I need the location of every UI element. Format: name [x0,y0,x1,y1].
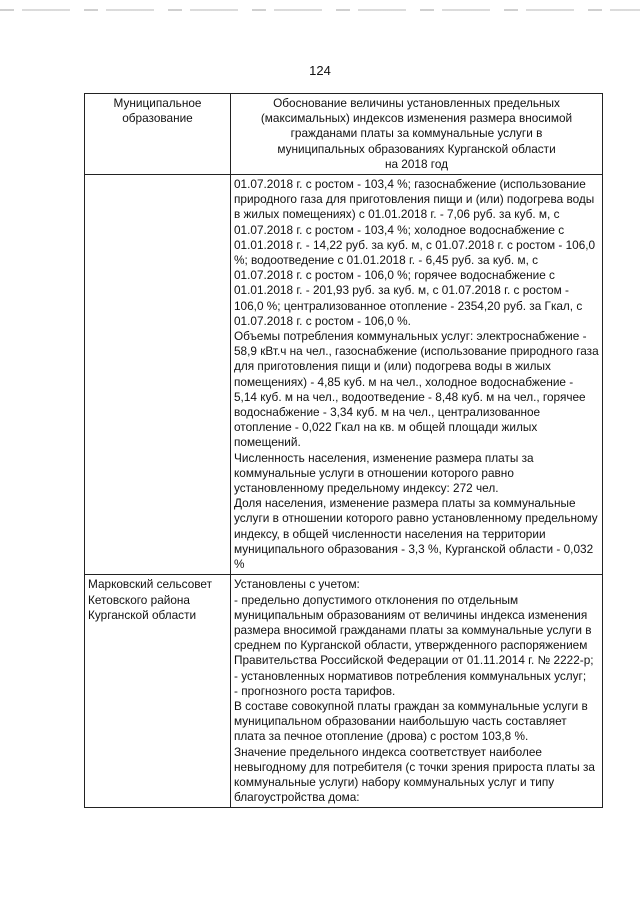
municipality-cell: Марковский сельсовет Кетовского района Курганской области [85,575,231,808]
header-line: (максимальных) индексов изменения размера вносимой [260,111,573,126]
justification-cell [231,175,603,575]
header-line: гражданами платы за коммунальные услуги в [290,126,543,141]
page-number: 124 [309,63,331,78]
header-justification [231,94,603,175]
header-line: Обоснование величины установленных предельных [273,96,560,110]
justification-table [84,93,603,808]
table-row [85,575,603,808]
municipality-cell [85,175,231,575]
table-row [85,175,603,575]
paragraph: Доля населения, изменение размера платы за коммунальные услуги в отношении которого равно установленному предельному индексу, в общей численности населения на территории муниципального образования - 3,3 %, Курганской области - 0,032 % [234,496,598,572]
paragraph: Объемы потребления коммунальных услуг: электроснабжение - 58,9 кВт.ч на чел., газоснабжение (использование природного газа для приготовления пищи и (или) подогрева воды в жилых помещениях) - 4,85 куб. м на чел., холодное водоснабжение - 5,14 куб. м на чел., водоотведение - 8,48 куб. м на чел., горячее водоснабжение - 3,34 куб. м на чел., централизованное отопление - 0,022 Гкал на кв. м общей площади жилых помещений. [234,329,599,450]
paragraph: Значение предельного индекса соответствует наиболее невыгодному для потребителя (с точки зрения прироста платы за коммунальные услуги) набору коммунальных услуг и типу благоустройства дома: [234,744,595,805]
paragraph: 01.07.2018 г. с ростом - 103,4 %; газоснабжение (использование природного газа для приготовления пищи и (или) подогрева воды в жилых помещениях) с 01.01.2018 г. - 7,06 руб. за куб. м, с 01.07.2018 г. с ростом - 103,4 %; холодное водоснабжение с 01.01.2018 г. - 14,22 руб. за куб. м, с 01.07.2018 г. с ростом - 106,0 %; водоотведение с 01.01.2018 г. - 6,45 руб. за куб. м, с 01.07.2018 г. с ростом - 106,0 %; горячее водоснабжение с 01.01.2018 г. - 201,93 руб. за куб. м, с 01.07.2018 г. с ростом - 106,0 %; централизованное отопление - 2354,20 руб. за Гкал, с 01.07.2018 г. с ростом - 106,0 %. [234,177,596,328]
header-line: на 2018 год [384,156,449,171]
paragraph: Установлены с учетом: [234,577,360,592]
table-header-row [85,94,603,175]
justification-cell [231,575,603,808]
paragraph: - прогнозного роста тарифов. [234,683,396,698]
scan-artifact-line [0,9,640,11]
header-municipality: Муниципальное образование [85,94,231,175]
paragraph: Численность населения, изменение размера платы за коммунальные услуги в отношении которого равно установленному предельному индексу: 272 чел. [234,450,534,496]
paragraph: - предельно допустимого отклонения по отдельным муниципальным образованиям от величины индекса изменения размера вносимой гражданами платы за коммунальные услуги в среднем по Курганской области, утвержденного распоряжением Правительства Российской Федерации от 01.11.2014 г. № 2222-р; [234,592,594,668]
paragraph: - установленных нормативов потребления коммунальных услуг; [234,668,587,683]
paragraph: В составе совокупной платы граждан за коммунальные услуги в муниципальном образовании наибольшую часть составляет плата за печное отопление (дрова) с ростом 103,8 %. [234,698,588,744]
header-line: муниципальных образованиях Курганской области [277,141,556,156]
